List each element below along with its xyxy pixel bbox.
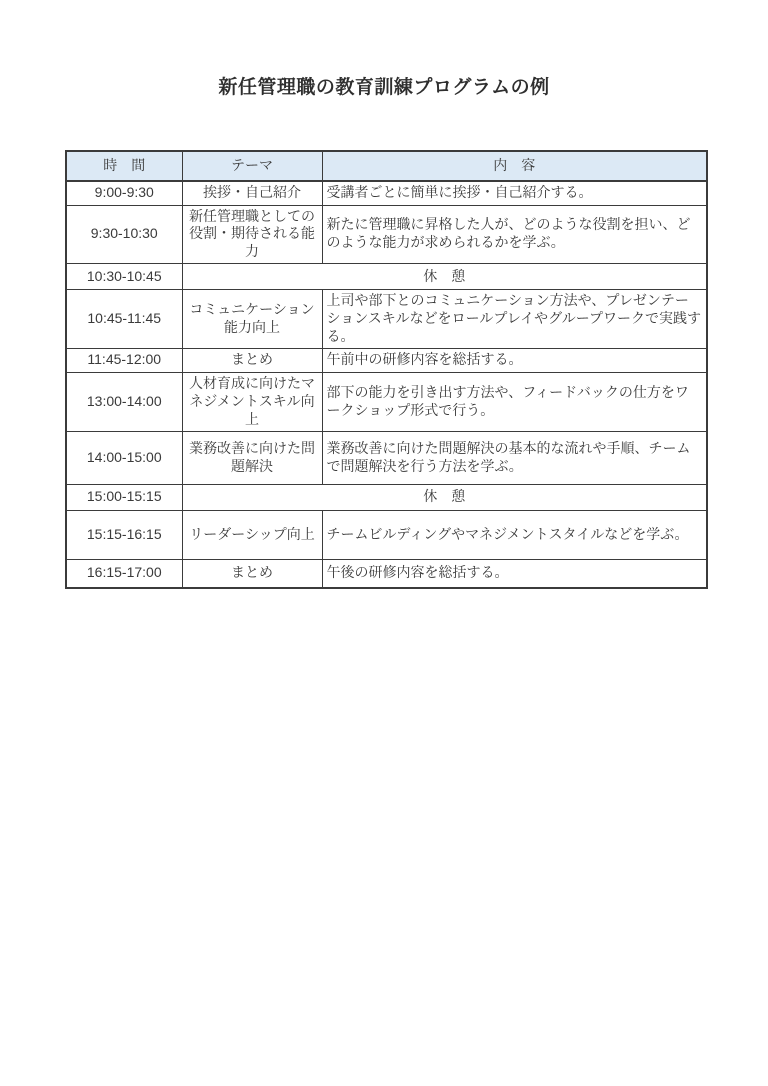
content-cell: 上司や部下とのコミュニケーション方法や、プレゼンテーションスキルなどをロールプレイやグループワークで実践する。 bbox=[322, 290, 707, 349]
time-cell: 15:15-16:15 bbox=[66, 510, 182, 559]
theme-cell: 業務改善に向けた問題解決 bbox=[182, 431, 322, 484]
content-cell: 午後の研修内容を総括する。 bbox=[322, 559, 707, 588]
content-cell: 部下の能力を引き出す方法や、フィードバックの仕方をワークショップ形式で行う。 bbox=[322, 372, 707, 431]
theme-cell: コミュニケーション能力向上 bbox=[182, 290, 322, 349]
time-cell: 15:00-15:15 bbox=[66, 484, 182, 510]
time-cell: 10:30-10:45 bbox=[66, 264, 182, 290]
theme-cell: 新任管理職としての役割・期待される能力 bbox=[182, 205, 322, 264]
content-cell: 受講者ごとに簡単に挨拶・自己紹介する。 bbox=[322, 181, 707, 205]
content-cell: 業務改善に向けた問題解決の基本的な流れや手順、チームで問題解決を行う方法を学ぶ。 bbox=[322, 431, 707, 484]
table-row-break bbox=[66, 484, 707, 510]
theme-cell: まとめ bbox=[182, 559, 322, 588]
header-time: 時 間 bbox=[66, 151, 182, 181]
theme-cell: まとめ bbox=[182, 348, 322, 372]
time-cell: 11:45-12:00 bbox=[66, 348, 182, 372]
time-cell: 9:30-10:30 bbox=[66, 205, 182, 264]
table-row-break bbox=[66, 264, 707, 290]
time-cell: 9:00-9:30 bbox=[66, 181, 182, 205]
time-cell: 13:00-14:00 bbox=[66, 372, 182, 431]
time-cell: 14:00-15:00 bbox=[66, 431, 182, 484]
page-title: 新任管理職の教育訓練プログラムの例 bbox=[218, 77, 550, 98]
table-row bbox=[66, 559, 707, 588]
table-row bbox=[66, 181, 707, 205]
table-row bbox=[66, 205, 707, 264]
break-cell: 休 憩 bbox=[182, 264, 707, 290]
theme-cell: 挨拶・自己紹介 bbox=[182, 181, 322, 205]
theme-cell: リーダーシップ向上 bbox=[182, 510, 322, 559]
table-header-row bbox=[66, 151, 707, 181]
theme-cell: 人材育成に向けたマネジメントスキル向上 bbox=[182, 372, 322, 431]
table-row bbox=[66, 290, 707, 349]
table-row bbox=[66, 348, 707, 372]
break-cell: 休 憩 bbox=[182, 484, 707, 510]
table-row bbox=[66, 431, 707, 484]
time-cell: 16:15-17:00 bbox=[66, 559, 182, 588]
content-cell: 新たに管理職に昇格した人が、どのような役割を担い、どのような能力が求められるかを学ぶ。 bbox=[322, 205, 707, 264]
schedule-table bbox=[65, 150, 708, 589]
table-row bbox=[66, 510, 707, 559]
header-content: 内 容 bbox=[322, 151, 707, 181]
header-theme: テーマ bbox=[182, 151, 322, 181]
content-cell: チームビルディングやマネジメントスタイルなどを学ぶ。 bbox=[322, 510, 707, 559]
content-cell: 午前中の研修内容を総括する。 bbox=[322, 348, 707, 372]
table-row bbox=[66, 372, 707, 431]
time-cell: 10:45-11:45 bbox=[66, 290, 182, 349]
